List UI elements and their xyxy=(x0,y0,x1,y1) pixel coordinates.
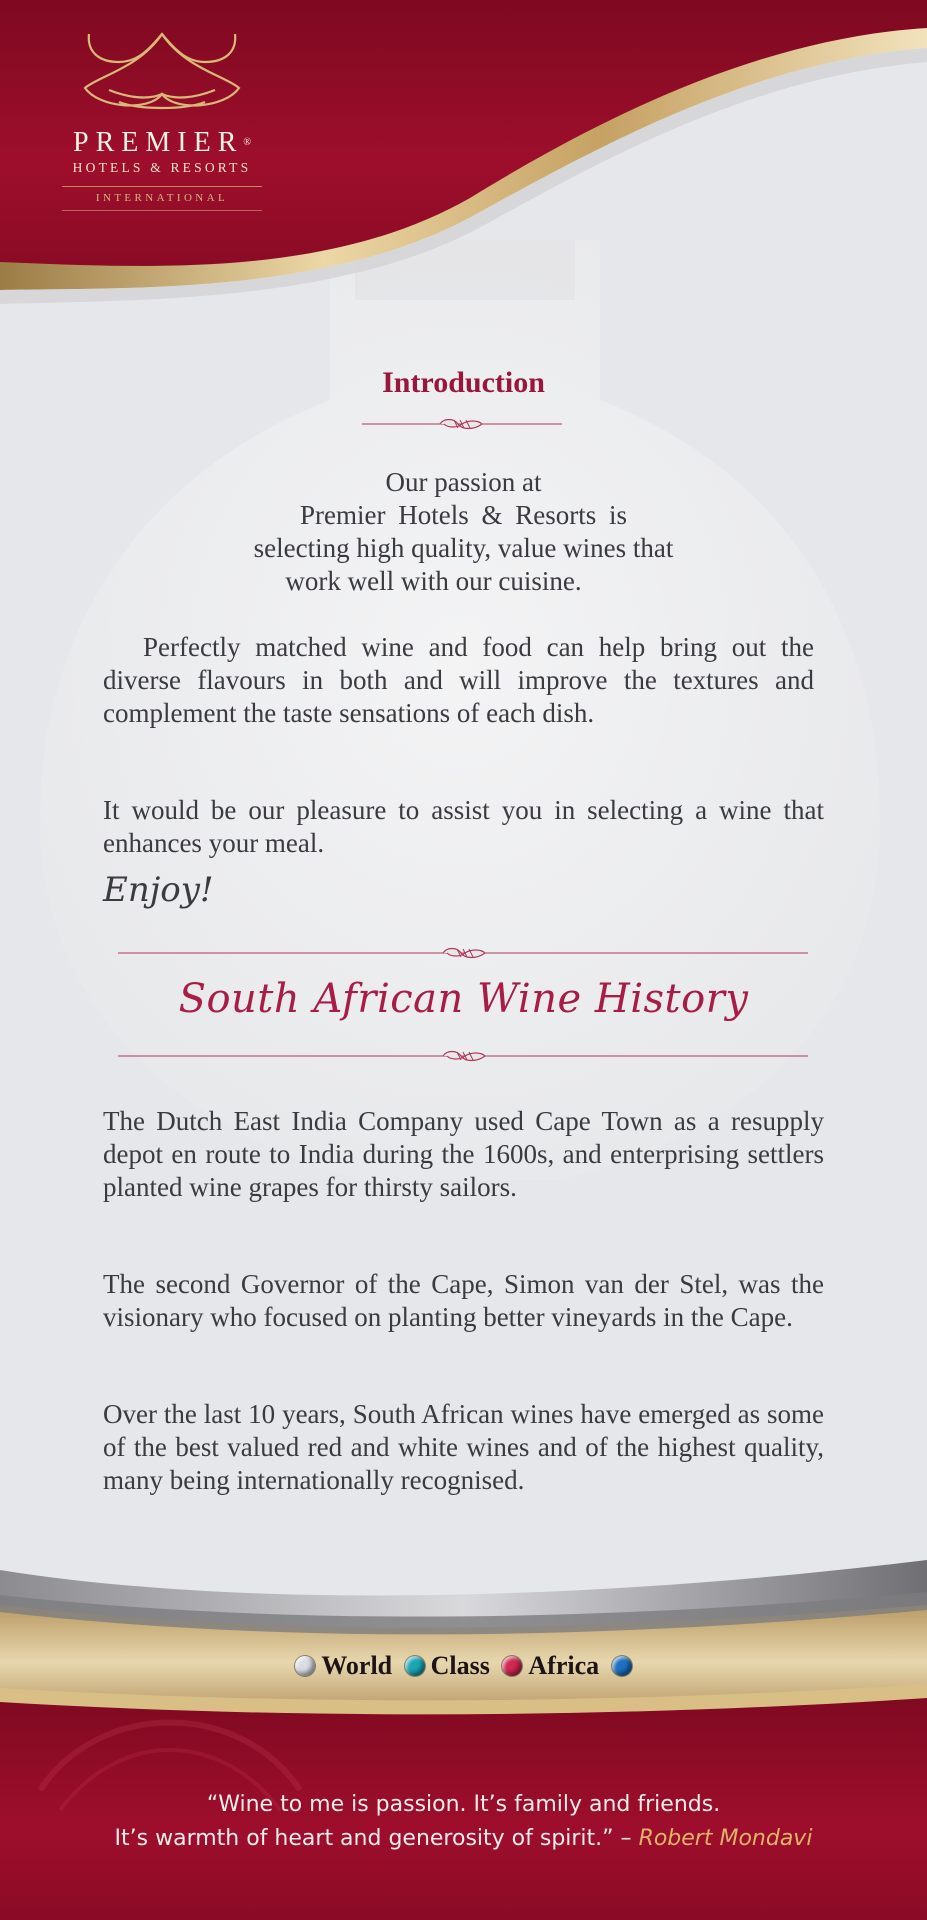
history-paragraph-1: The Dutch East India Company used Cape Town as a resupply depot en route to India during the 1600s, and enterprising settlers planted wine grapes for thirsty sailors. xyxy=(103,1106,824,1202)
history-paragraph-3: Over the last 10 years, South African wines have emerged as some of the best valued red and white wines and of the highest quality, many being internationally recognised. xyxy=(103,1399,824,1495)
signoff: Enjoy! xyxy=(103,870,214,910)
teal-gem-icon xyxy=(405,1656,425,1676)
flourish-divider-icon xyxy=(362,414,562,434)
intro-line: Premier Hotels & Resorts is xyxy=(300,500,627,530)
flourish-divider-icon xyxy=(118,1046,808,1066)
crown-emblem-icon xyxy=(79,28,245,120)
flourish-divider-icon xyxy=(118,943,808,963)
ruby-gem-icon xyxy=(502,1656,522,1676)
brand-name: PREMIER® xyxy=(73,127,251,158)
slogan-word: World xyxy=(321,1651,393,1680)
divider xyxy=(62,210,262,211)
brand-subtitle: HOTELS & RESORTS xyxy=(72,160,252,175)
intro-paragraph-2: Perfectly matched wine and food can help bring out the diverse flavours in both and will improve the textures and complement the taste sensations of each dish. xyxy=(103,632,814,728)
history-paragraph-2: The second Governor of the Cape, Simon van der Stel, was the visionary who focused on planting better vineyards in the Cape. xyxy=(103,1269,824,1332)
intro-paragraph-3: It would be our pleasure to assist you in selecting a wine that enhances your meal. xyxy=(103,795,824,858)
intro-line: selecting high quality, value wines that xyxy=(253,533,674,563)
intro-title: Introduction xyxy=(382,366,545,399)
premier-logo xyxy=(58,28,266,211)
quote-line-1: “Wine to me is passion. It’s family and friends. xyxy=(206,1792,721,1817)
intro-line: work well with our cuisine. xyxy=(285,566,582,596)
sapphire-gem-icon xyxy=(612,1656,632,1676)
slogan-word: Class xyxy=(430,1651,490,1680)
quote-line-2 xyxy=(0,1822,927,1856)
intro-line: Our passion at xyxy=(385,467,542,497)
brand-tagline: INTERNATIONAL xyxy=(95,192,229,204)
quote-text: It’s warmth of heart and generosity of spirit.” – xyxy=(114,1826,632,1851)
intro-paragraph-1 xyxy=(140,466,787,598)
history-title: South African Wine History xyxy=(178,976,749,1022)
divider xyxy=(62,186,262,187)
world-class-africa-slogan xyxy=(0,1651,927,1681)
diamond-gem-icon xyxy=(295,1656,315,1676)
quote-author: Robert Mondavi xyxy=(638,1826,813,1851)
slogan-word: Africa xyxy=(528,1651,600,1680)
